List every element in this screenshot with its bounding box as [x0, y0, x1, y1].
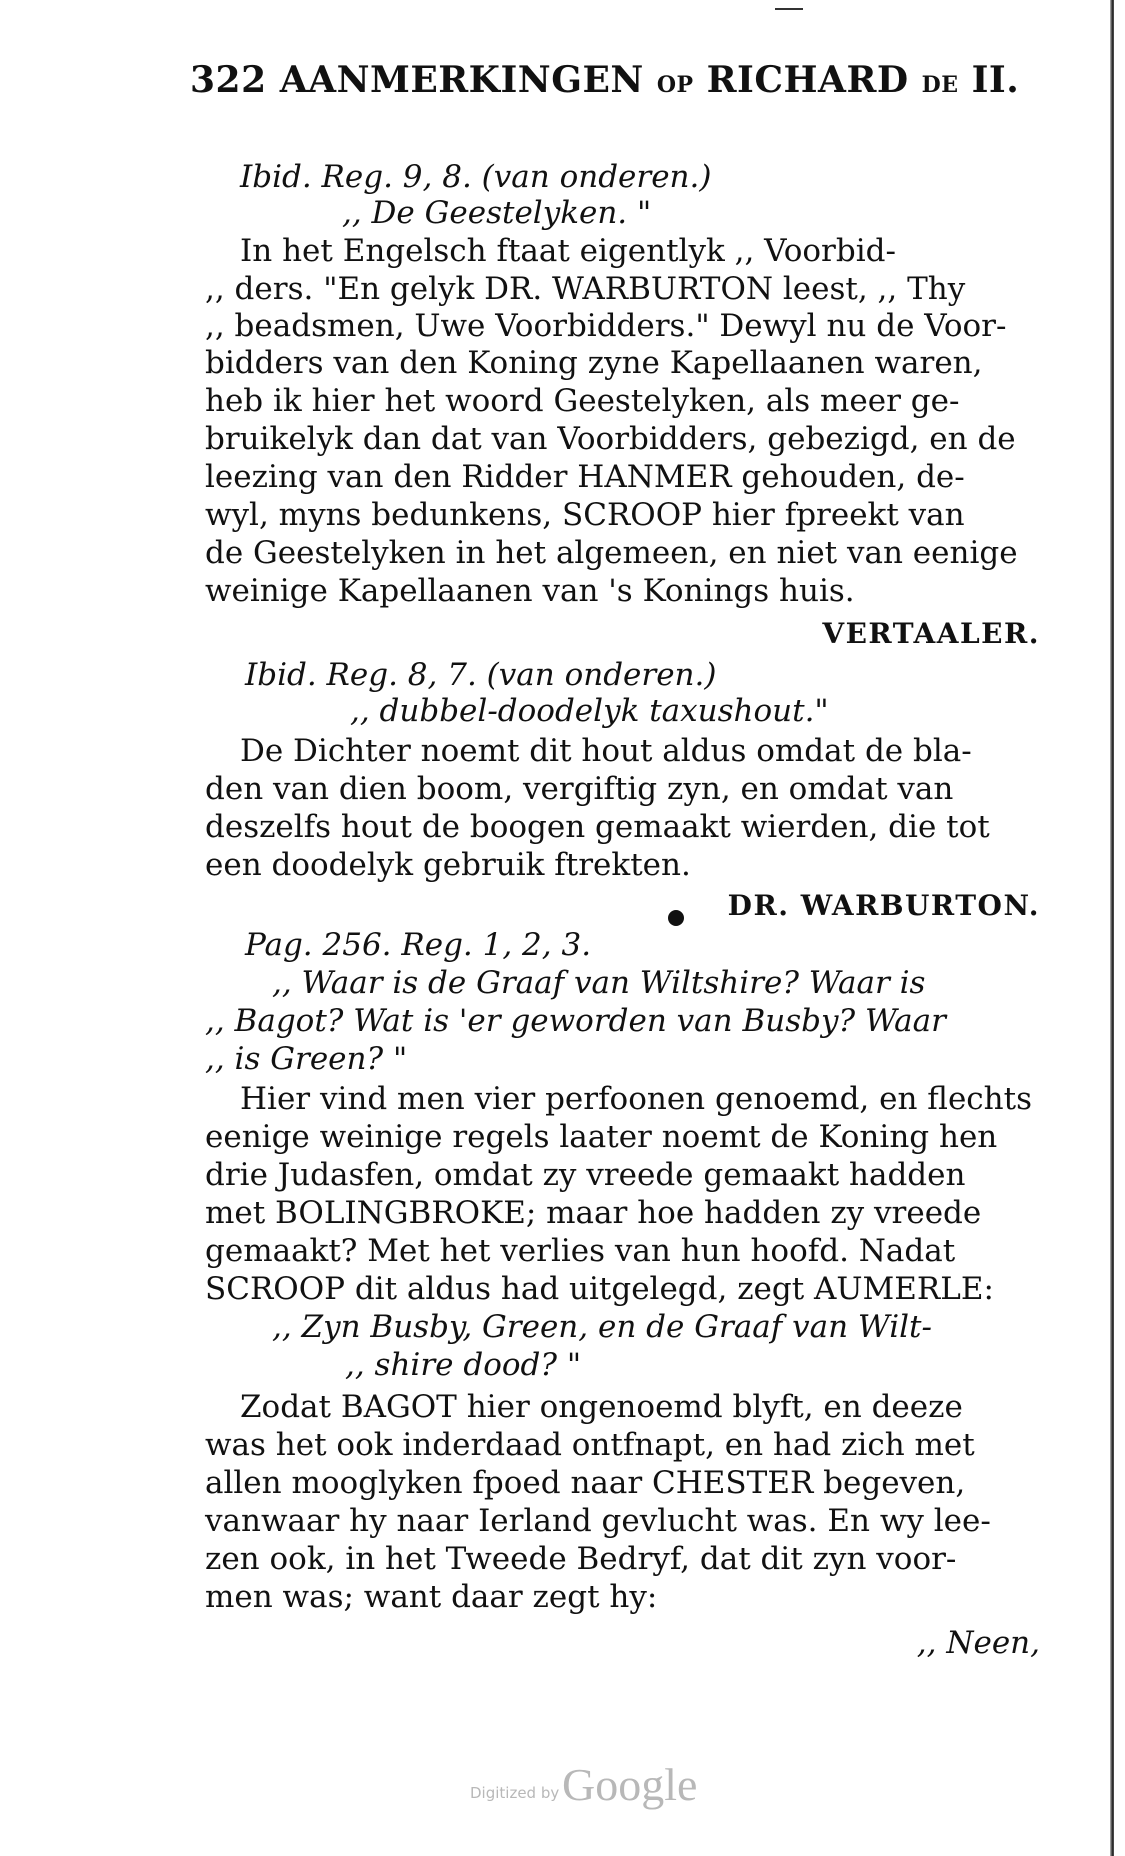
text-line: bruikelyk dan dat van Voorbidders, gebezigd, en de — [205, 421, 1016, 457]
text-line: met BOLINGBROKE; maar hoe hadden zy vreede — [205, 1195, 982, 1231]
text-line: eenige weinige regels laater noemt de Koning hen — [205, 1119, 998, 1155]
google-logo: Google — [562, 1759, 698, 1810]
text-line: Hier vind men vier perfoonen genoemd, en flechts — [240, 1081, 1032, 1117]
text-line: gemaakt? Met het verlies van hun hoofd. Nadat — [205, 1233, 956, 1269]
text-line: drie Judasfen, omdat zy vreede gemaakt hadden — [205, 1157, 966, 1193]
text-line: In het Engelsch ftaat eigentlyk ,, Voorbid- — [240, 233, 896, 269]
quote-line: ,, Zyn Busby, Green, en de Graaf van Wilt- — [272, 1309, 932, 1345]
text-line: ,, beadsmen, Uwe Voorbidders." Dewyl nu de Voor- — [205, 308, 1007, 344]
text-line: men was; want daar zegt hy: — [205, 1579, 658, 1615]
section-reference: Ibid. Reg. 9, 8. (van onderen.) — [240, 159, 712, 195]
text-line: De Dichter noemt dit hout aldus omdat de bla- — [240, 733, 972, 769]
text-line: zen ook, in het Tweede Bedryf, dat dit zyn voor- — [205, 1541, 957, 1577]
page-number: 322 — [190, 59, 267, 101]
text-line: een doodelyk gebruik ftrekten. — [205, 847, 691, 883]
text-line: de Geestelyken in het algemeen, en niet van eenige — [205, 535, 1018, 571]
header-title-de: DE — [921, 72, 959, 98]
quote-line: ,, shire dood? " — [345, 1347, 582, 1383]
text-line: bidders van den Koning zyne Kapellaanen waren, — [205, 345, 983, 381]
catchword: ,, Neen, — [916, 1625, 1040, 1661]
text-line: deszelfs hout de boogen gemaakt wierden, die tot — [205, 809, 990, 845]
text-line: SCROOP dit aldus had uitgelegd, zegt AUMERLE: — [205, 1271, 994, 1307]
text-line: ,, ders. "En gelyk DR. WARBURTON leest, ,, Thy — [205, 271, 966, 307]
quote-line: ,, is Green? " — [205, 1041, 408, 1077]
text-line: den van dien boom, vergiftig zyn, en omdat van — [205, 771, 954, 807]
text-line: weinige Kapellaanen van 's Konings huis. — [205, 573, 855, 609]
text-line: leezing van den Ridder HANMER gehouden, de- — [205, 459, 965, 495]
quote-line: ,, Waar is de Graaf van Wiltshire? Waar is — [272, 965, 926, 1001]
signature: VERTAALER. — [822, 617, 1040, 650]
text-line: allen mooglyken fpoed naar CHESTER begeven, — [205, 1465, 966, 1501]
ink-blot — [668, 910, 684, 926]
header-title-op: OP — [656, 72, 694, 98]
text-line: was het ook inderdaad ontfnapt, en had zich met — [205, 1427, 975, 1463]
page-edge — [1110, 0, 1114, 1856]
header-title-num: II. — [971, 59, 1020, 101]
digitized-by-label: Digitized by — [470, 1784, 560, 1802]
running-header — [190, 59, 1020, 101]
text-line: heb ik hier het woord Geestelyken, als meer ge- — [205, 383, 960, 419]
page-mark — [775, 8, 803, 10]
section-quote: ,, De Geestelyken. " — [342, 195, 652, 231]
section-reference: Ibid. Reg. 8, 7. (van onderen.) — [245, 657, 717, 693]
text-line: vanwaar hy naar Ierland gevlucht was. En wy lee- — [205, 1503, 991, 1539]
signature: DR. WARBURTON. — [727, 889, 1040, 922]
section-quote: ,, dubbel-doodelyk taxushout." — [350, 693, 829, 729]
header-title-name: RICHARD — [706, 59, 909, 101]
quote-line: ,, Bagot? Wat is 'er geworden van Busby? Waar — [205, 1003, 946, 1039]
section-reference: Pag. 256. Reg. 1, 2, 3. — [245, 927, 592, 963]
text-line: wyl, myns bedunkens, SCROOP hier fpreekt van — [205, 497, 965, 533]
text-line: Zodat BAGOT hier ongenoemd blyft, en deeze — [240, 1389, 963, 1425]
google-watermark — [470, 1758, 700, 1808]
header-title-main: AANMERKINGEN — [279, 59, 644, 101]
